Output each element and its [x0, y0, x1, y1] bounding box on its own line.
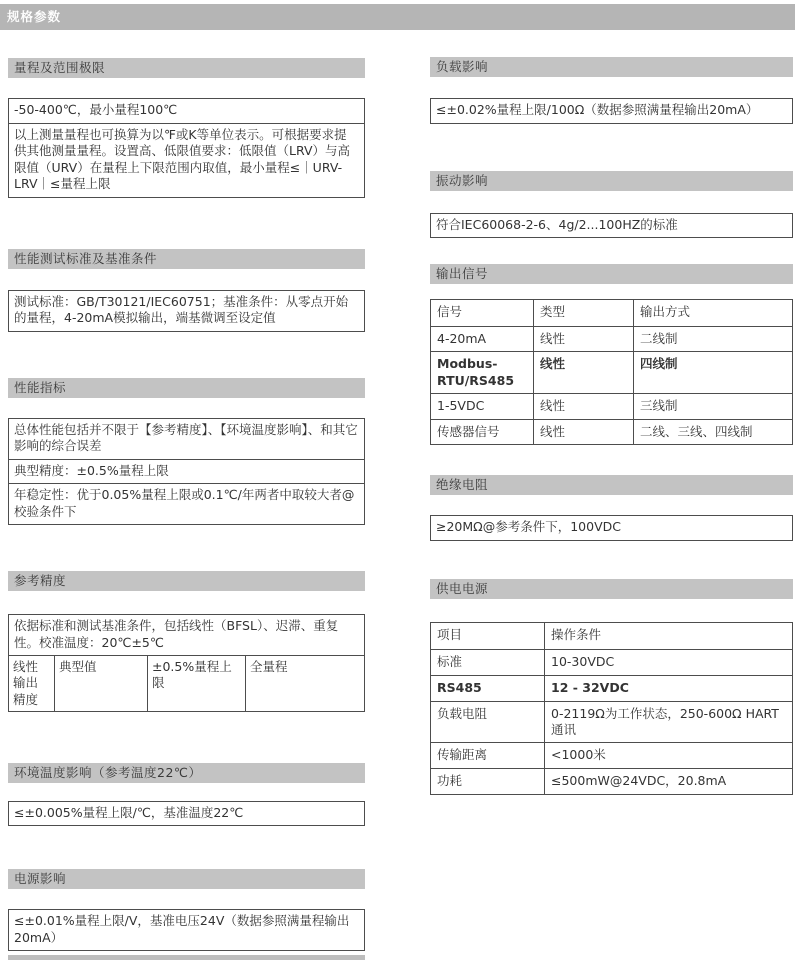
- output-signal-cell: 二线制: [633, 326, 792, 351]
- section-header-performance: 性能指标: [8, 378, 365, 398]
- section-header-load-influence: 负载影响: [430, 57, 793, 77]
- power-supply-cell: 标准: [431, 649, 544, 675]
- reference-accuracy-table: [8, 614, 365, 712]
- output-signal-cell: 线性: [533, 326, 633, 351]
- vibration-box: [430, 213, 793, 239]
- power-supply-cell: <1000米: [544, 742, 792, 768]
- reference-accuracy-cell: ±0.5%量程上限: [147, 656, 245, 711]
- test-standard-box: [8, 290, 365, 332]
- power-supply-col-header: 项目: [437, 626, 463, 642]
- section-header-power-influence: 电源影响: [8, 869, 365, 889]
- power-supply-cell: 负载电阻: [431, 701, 544, 743]
- output-signal-col-header: 信号: [437, 304, 463, 319]
- insulation-box: [430, 515, 793, 541]
- reference-accuracy-cell: 典型值: [54, 656, 147, 711]
- page-title: 规格参数: [0, 4, 795, 30]
- reference-accuracy-cell: 线性输出精度: [13, 659, 39, 707]
- ambient-temp-box: [8, 801, 365, 827]
- power-supply-cell: 传输距离: [431, 742, 544, 768]
- output-signal-cell: 二线、三线、四线制: [633, 419, 792, 444]
- section-header-output-signal: 输出信号: [430, 264, 793, 284]
- output-signal-cell: 四线制: [633, 351, 792, 393]
- performance-box: [8, 418, 365, 526]
- output-signal-cell: 1-5VDC: [431, 393, 533, 419]
- section-header-range-limits: 量程及范围极限: [8, 58, 365, 78]
- load-influence-box: [430, 98, 793, 124]
- output-signal-cell: 线性: [533, 419, 633, 444]
- output-signal-col-header: 输出方式: [633, 300, 792, 326]
- performance-row2: 典型精度：±0.5%量程上限: [9, 459, 364, 484]
- range-limits-box: [8, 98, 365, 198]
- test-standard-body: 测试标准：GB/T30121/IEC60751；基准条件：从零点开始的量程，4-20mA模拟输出，端基微调至设定值: [14, 293, 349, 325]
- range-limits-row1: -50-400℃，最小量程100℃: [14, 102, 178, 117]
- output-signal-cell: Modbus-RTU/RS485: [431, 351, 533, 393]
- output-signal-cell: 传感器信号: [431, 419, 533, 444]
- output-signal-cell: 三线制: [633, 393, 792, 419]
- output-signal-cell: 线性: [533, 393, 633, 419]
- section-header-vibration: 振动影响: [430, 171, 793, 191]
- range-limits-row2: 以上测量量程也可换算为以℉或K等单位表示。可根据要求提供其他测量量程。设置高、低限值要求：低限值（LRV）与高限值（URV）在量程上下限范围内取值，最小量程≤｜URV-LRV｜≤量程上限: [9, 123, 364, 197]
- power-supply-col-header: 操作条件: [544, 623, 792, 649]
- power-influence-body: ≤±0.01%量程上限/V，基准电压24V（数据参照满量程输出20mA）: [14, 913, 350, 945]
- ambient-temp-body: ≤±0.005%量程上限/℃，基准温度22℃: [14, 804, 244, 820]
- right-column: [430, 0, 793, 795]
- reference-accuracy-intro: 依据标准和测试基准条件，包括线性（BFSL）、迟滞、重复性。校准温度：20℃±5℃: [9, 615, 364, 656]
- reference-accuracy-cell: 全量程: [245, 656, 364, 711]
- section-header-power-supply: 供电电源: [430, 579, 793, 599]
- power-supply-cell: 功耗: [431, 768, 544, 794]
- section-header-insulation: 绝缘电阻: [430, 475, 793, 495]
- vibration-body: 符合IEC60068-2-6、4g/2...100HZ的标准: [436, 216, 678, 232]
- power-supply-cell: RS485: [431, 675, 544, 701]
- power-supply-table: [430, 622, 793, 796]
- reference-accuracy-row: [9, 656, 364, 711]
- section-header-reference-accuracy: 参考精度: [8, 571, 365, 591]
- cut-off-section-header: [8, 955, 365, 960]
- output-signal-col-header: 类型: [533, 300, 633, 326]
- performance-row1: 总体性能包括并不限于【参考精度】、【环境温度影响】、和其它影响的综合误差: [14, 421, 358, 453]
- power-supply-cell: 0-2119Ω为工作状态，250-600Ω HART通讯: [544, 701, 792, 743]
- power-supply-cell: 12 - 32VDC: [544, 675, 792, 701]
- section-header-ambient-temp: 环境温度影响（参考温度22℃）: [8, 763, 365, 783]
- output-signal-table: [430, 299, 793, 445]
- output-signal-cell: 4-20mA: [431, 326, 533, 351]
- power-supply-cell: ≤500mW@24VDC，20.8mA: [544, 768, 792, 794]
- load-influence-body: ≤±0.02%量程上限/100Ω（数据参照满量程输出20mA）: [436, 102, 759, 117]
- output-signal-cell: 线性: [533, 351, 633, 393]
- power-supply-cell: 10-30VDC: [544, 649, 792, 675]
- left-column: [8, 0, 365, 960]
- insulation-body: ≥20MΩ@参考条件下，100VDC: [436, 519, 621, 534]
- performance-row3: 年稳定性：优于0.05%量程上限或0.1℃/年两者中取较大者@校验条件下: [9, 483, 364, 524]
- section-header-test-standard: 性能测试标准及基准条件: [8, 249, 365, 269]
